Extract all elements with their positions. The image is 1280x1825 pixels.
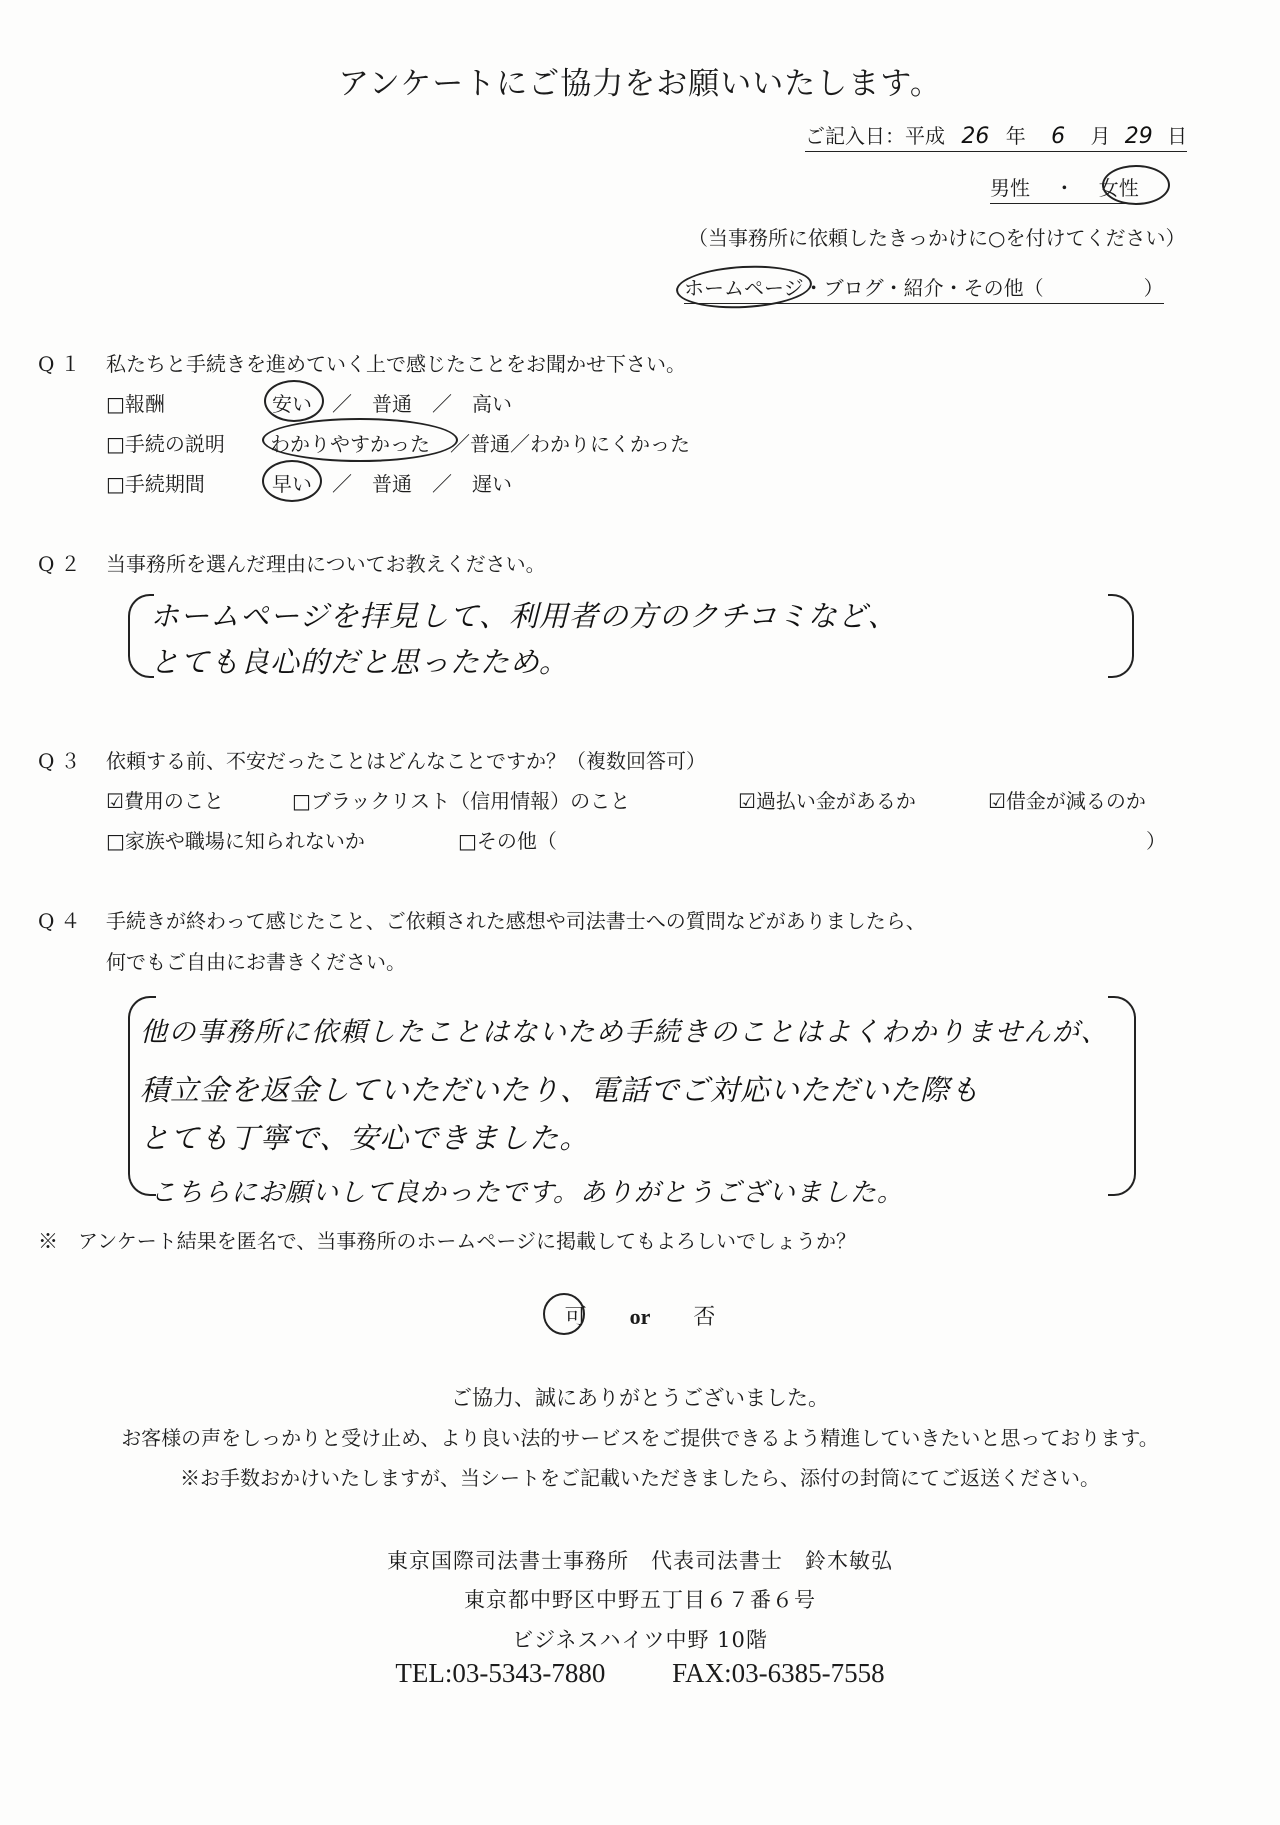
q3-option-family-work-label: 家族や職場に知られないか <box>124 829 365 853</box>
q3-option-other-close: ） <box>1146 829 1166 853</box>
publish-yes-circle <box>543 1293 585 1335</box>
q2-bracket-right <box>1108 594 1134 678</box>
q4-answer-line-2: 積立金を返金していただいたり、電話でご対応いただいた際も <box>140 1073 981 1107</box>
date-month-unit: 月 <box>1090 124 1111 148</box>
q4-answer-line-4: こちらにお願いして良かったです。ありがとうございました。 <box>150 1178 904 1208</box>
closing-line-2: お客様の声をしっかりと受け止め、より良い法的サービスをご提供できるよう精進していきたいと思っております。 <box>121 1426 1159 1450</box>
office-tel-fax <box>0 1658 1280 1689</box>
q4-answer-line-3: とても丁寧で、安心できました。 <box>140 1121 590 1155</box>
q3-option-cost-label: 費用のこと <box>123 789 224 813</box>
office-address-2: ビジネスハイツ中野 10階 <box>512 1628 768 1652</box>
closing-line-3: ※お手数おかけいたしますが、当シートをご記載いただきましたら、添付の封筒にてご返送ください。 <box>180 1466 1100 1490</box>
publish-no: 否 <box>693 1305 716 1330</box>
q1-number: Q１ <box>38 352 87 376</box>
q1-fee-options: 安い ／ 普通 ／ 高い <box>272 392 512 416</box>
trigger-selected-circle <box>675 262 813 311</box>
q1-period-label: □手続期間 <box>106 472 205 496</box>
q2-answer-line-2: とても良心的だと思ったため。 <box>150 645 569 679</box>
q3-option-debt-reduction <box>988 785 1146 814</box>
publish-yes: 可 <box>564 1305 587 1330</box>
q3-option-other <box>458 825 557 854</box>
gender-selected-circle <box>1102 165 1170 205</box>
q4-text-line-2: 何でもご自由にお書きください。 <box>106 950 406 974</box>
q3-option-other-box: □ <box>458 829 477 853</box>
page-title: アンケートにご協力をお願いいたします。 <box>338 66 942 102</box>
date-year-unit: 年 <box>1005 124 1026 148</box>
trigger-instruction: （当事務所に依頼したきっかけに○を付けてください） <box>688 226 1186 250</box>
q1-fee-label: □報酬 <box>106 392 165 416</box>
gender-separator: ・ <box>1054 176 1075 200</box>
q3-option-overpayment-label: 過払い金があるか <box>755 789 916 813</box>
q1-period-options: 早い ／ 普通 ／ 遅い <box>272 472 512 496</box>
q3-option-family-work-box: □ <box>106 829 125 853</box>
date-line <box>805 120 1187 149</box>
q3-option-family-work <box>106 825 365 854</box>
q1-explanation-options: わかりやすかった ／普通／わかりにくかった <box>270 432 690 456</box>
q3-option-other-label: その他（ <box>476 829 557 853</box>
q3-option-debt-reduction-label: 借金が減るのか <box>1005 789 1146 813</box>
q3-text: 依頼する前、不安だったことはどんなことですか？（複数回答可） <box>106 749 706 773</box>
q1-period-selected-circle <box>262 460 322 502</box>
date-day-unit: 日 <box>1167 124 1188 148</box>
closing-line-1: ご協力、誠にありがとうございました。 <box>451 1386 829 1410</box>
q2-number: Q２ <box>38 552 87 576</box>
q4-number: Q４ <box>38 909 87 933</box>
date-year: 26 <box>961 124 990 149</box>
q3-option-cost-box: ☑ <box>106 789 124 813</box>
q3-option-blacklist-label: ブラックリスト（信用情報）のこと <box>310 789 631 813</box>
publish-choice <box>0 1300 1280 1331</box>
q3-option-blacklist <box>292 785 630 814</box>
q3-option-cost <box>106 785 224 814</box>
date-label: ご記入日：平成 <box>805 124 945 148</box>
gender-male: 男性 <box>990 176 1030 200</box>
date-day: 29 <box>1124 124 1153 149</box>
q3-option-overpayment <box>738 785 916 814</box>
gender-female: 女性 <box>1098 176 1139 200</box>
q4-text-line-1: 手続きが終わって感じたこと、ご依頼された感想や司法書士への質問などがありましたら、 <box>106 909 926 933</box>
publish-question: ※ アンケート結果を匿名で、当事務所のホームページに掲載してもよろしいでしょうか？ <box>38 1229 856 1253</box>
q2-text: 当事務所を選んだ理由についてお教えください。 <box>106 552 546 576</box>
office-fax: FAX:03-6385-7558 <box>672 1658 885 1688</box>
q1-text: 私たちと手続きを進めていく上で感じたことをお聞かせ下さい。 <box>106 352 686 376</box>
q3-number: Q３ <box>38 749 87 773</box>
office-name: 東京国際司法書士事務所 代表司法書士 鈴木敏弘 <box>387 1549 893 1573</box>
office-address-1: 東京都中野区中野五丁目６７番６号 <box>464 1588 816 1612</box>
q3-option-blacklist-box: □ <box>292 789 311 813</box>
q4-answer-line-1: 他の事務所に依頼したことはないため手続きのことはよくわかりませんが、 <box>140 1017 1109 1048</box>
q1-explanation-label: □手続の説明 <box>106 432 225 456</box>
q4-bracket-right <box>1108 996 1136 1196</box>
q1-fee-selected-circle <box>264 380 324 422</box>
q3-option-debt-reduction-box: ☑ <box>988 789 1006 813</box>
publish-or: or <box>629 1304 651 1329</box>
q3-option-overpayment-box: ☑ <box>738 789 756 813</box>
q1-explanation-selected-circle <box>262 418 458 462</box>
q2-answer-line-1: ホームページを拝見して、利用者の方のクチコミなど、 <box>150 599 898 633</box>
trigger-options-text: ホームページ・ブログ・紹介・その他（ ） <box>684 276 1164 304</box>
date-month: 6 <box>1051 124 1066 149</box>
office-tel: TEL:03-5343-7880 <box>395 1658 606 1688</box>
